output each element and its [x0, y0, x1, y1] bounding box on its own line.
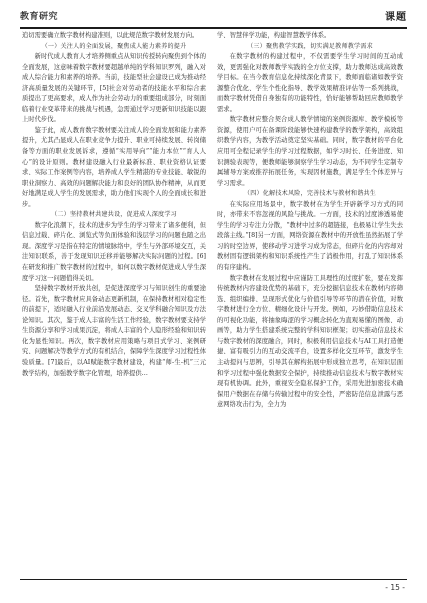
page-number: - 15 -: [385, 583, 405, 592]
paragraph: 数字化浪潮下，技术的进步为学生的学习带来了诸多便利，但信息过载、碎片化、浏览式等负面体验和浅层学习的问题也随之出现。深度学习是指在特定的情境脉络中，学生与外部环境交互，关注知识联系，善于发现知识迁移并能够解决实际问题的过程。[6]在研发和推广数字教材的过程中，如何以数字教材促进成人学生深度学习这一问题值得关切。: [22, 221, 206, 282]
paragraph: 新时代成人教育人才培养侧重点从知识传授转向聚焦到个体的全面发展，这意味着数字教材要超越单纯的学科知识罗列，融入对成人综合能力和素养的培养。当前，技能型社会建设已成为推动经济高质量发展的关键环节，[5]社会对劳动者的技能水平和综合素质提出了更高要求，成人作为社会劳动力的重要组成部分，时刻面临着行业变革带来的挑战与机遇，急需通过学习更新知识技能以跟上时代步伐。: [22, 53, 206, 124]
paragraph: 数字教材在发展过程中应谨防工具理性的过度扩张，要在发挥传统教材内容建设优势的基础下，充分挖掘信息技术在教材内容筛选、组织编排、呈现形式优化与价值引导等环节的潜在价值，对数字教材进行全方位、精细化设计与开发。例如，巧妙借助信息技术的可视化功能，将抽象晦涩的学习概念转化为直观易懂的图像、动画等，助力学生搭建系统完整的学科知识框架；切实推动信息技术与数字教材的深度融合，同时，积极利用信息技术与AI工具打造便捷、富有吸引力的互动交流平台，设置多样化交互环节，激发学生主动提问与思辨，引导其在解构拓展中形成独立思考，在知识层面和学习过程中强化数据安全保护，持续推动信息技术与数字教材实现有机协调。此外，重视安全隐私保护工作，采用先进加密技术确保用户数据在存储与传输过程中的安全性，严密防范信息泄露与恶意网络攻击行为，全力为: [217, 274, 403, 409]
running-header: [20, 4, 407, 26]
paragraph: 在实际应用场景中，数字教材在为学生开辟新学习方式的同时，亦带来不容忽视的风险与挑战。一方面，技术的过度渗透易使学生的学习专注力分散，“教材中过多的超链接，也极易让学生失去段落主线。”[8]另一方面，网络资源在教材中的开放性虽然拓展了学习的时空边界，使移动学习进学习成为常态，但碎片化的内容却对教材固有逻辑架构和知识系统性产生了消极作用，打乱了知识体系的有序建构。: [217, 200, 403, 272]
left-column: [22, 31, 206, 577]
paragraph: 坚持数字教材开放共创，是促进深度学习与知识创生的重要途径。首先，数字教材应具备动态更新机制，在保持教材相对稳定性的前提下，适时融入行业前沿发展动态、交叉学科融合知识及方法论知识。其次，鉴于成人丰富的生活工作经验，数字教材要支持学生资源分享和学习成果沉淀，将成人丰富的个人隐形经验和知识转化为显性知识。再次，数字教材应用策略与项目式学习、案例研究、问题解决等教学方式的有机结合，保障学生深度学习过程性体验质量。[7]最后，以AI赋能数字教材建设，构建“师-生-机”三元教学结构，加强教学数字化管理，培养提供…: [22, 285, 206, 377]
subheading: （四）化解技术风险，完善技术与教材和谐共生: [243, 190, 377, 198]
paragraph: 学、智慧伴学功能，构建智慧教学体系。: [217, 32, 331, 39]
journal-brand: 教育研究: [20, 11, 59, 22]
header-rule: [20, 27, 407, 29]
paragraph: 在数字教材的构建过程中，不仅需要学生学习时间的互动成效，更需强化对教师教学实践的全方位支撑，助力教师达成高效教学目标。在当今教育信息化持续深化背景下，教师面临诸如教学资源整合优化、学生个性化指导、教学效果精准评估等一系列挑战，而数字教材凭借自身独有的功能特性，恰好能够帮助回应教师教学需求。: [217, 53, 403, 113]
footer-rule: [20, 579, 407, 580]
subheading: （二）坚持教材共建共设，促进成人深度学习: [51, 211, 177, 219]
subheading: （一）关注人的全面发展，聚焦成人能力素养的提升: [41, 42, 187, 50]
paragraph: 鉴于此，成人教育数字教材要关注成人的全面发展和能力素养提升，尤其凸显成人在职业竞争力提升、职业可持续发展、转岗储备等方面的职业发展诉求，遵循“实用导向”“能力本位”“育人人心”的设计原则。教材建设融入行业最新标准、职业资格认证要求、实际工作案例等内容，培养成人学生精湛的专业技能、敏锐的职业洞察力、高效的问题解决能力和良好的团队协作精神，从而更好地满足成人学生的发展需求，助力他们实现个人的全面成长和进步。: [22, 126, 206, 208]
paragraph: 追切需要确立数字教材构建准则，以此规范数字教材发展方向。: [22, 32, 199, 39]
right-column: [217, 31, 403, 577]
section-topic: 课题: [385, 11, 407, 23]
subheading: （三）聚焦教学实践，切实满足教师教学需求: [247, 42, 373, 50]
paragraph: 数字教材应整合契合成人教学情境的案例资源库、教学模板等资源，使用户可在备课阶段能够快速构建教学的教学架构，高效组织教学内容，为教学活动奠定坚实基础。同时，数字教材的平台化应用可全程记录学生的学习过程数据，如学习时长、任务进度、知识测验表现等，便教师能够洞察学生学习动态，为不同学生定制专属辅导方案或推荐拓展任务，实现因材施教，满足学生个体差异与学习需求。: [217, 116, 403, 187]
